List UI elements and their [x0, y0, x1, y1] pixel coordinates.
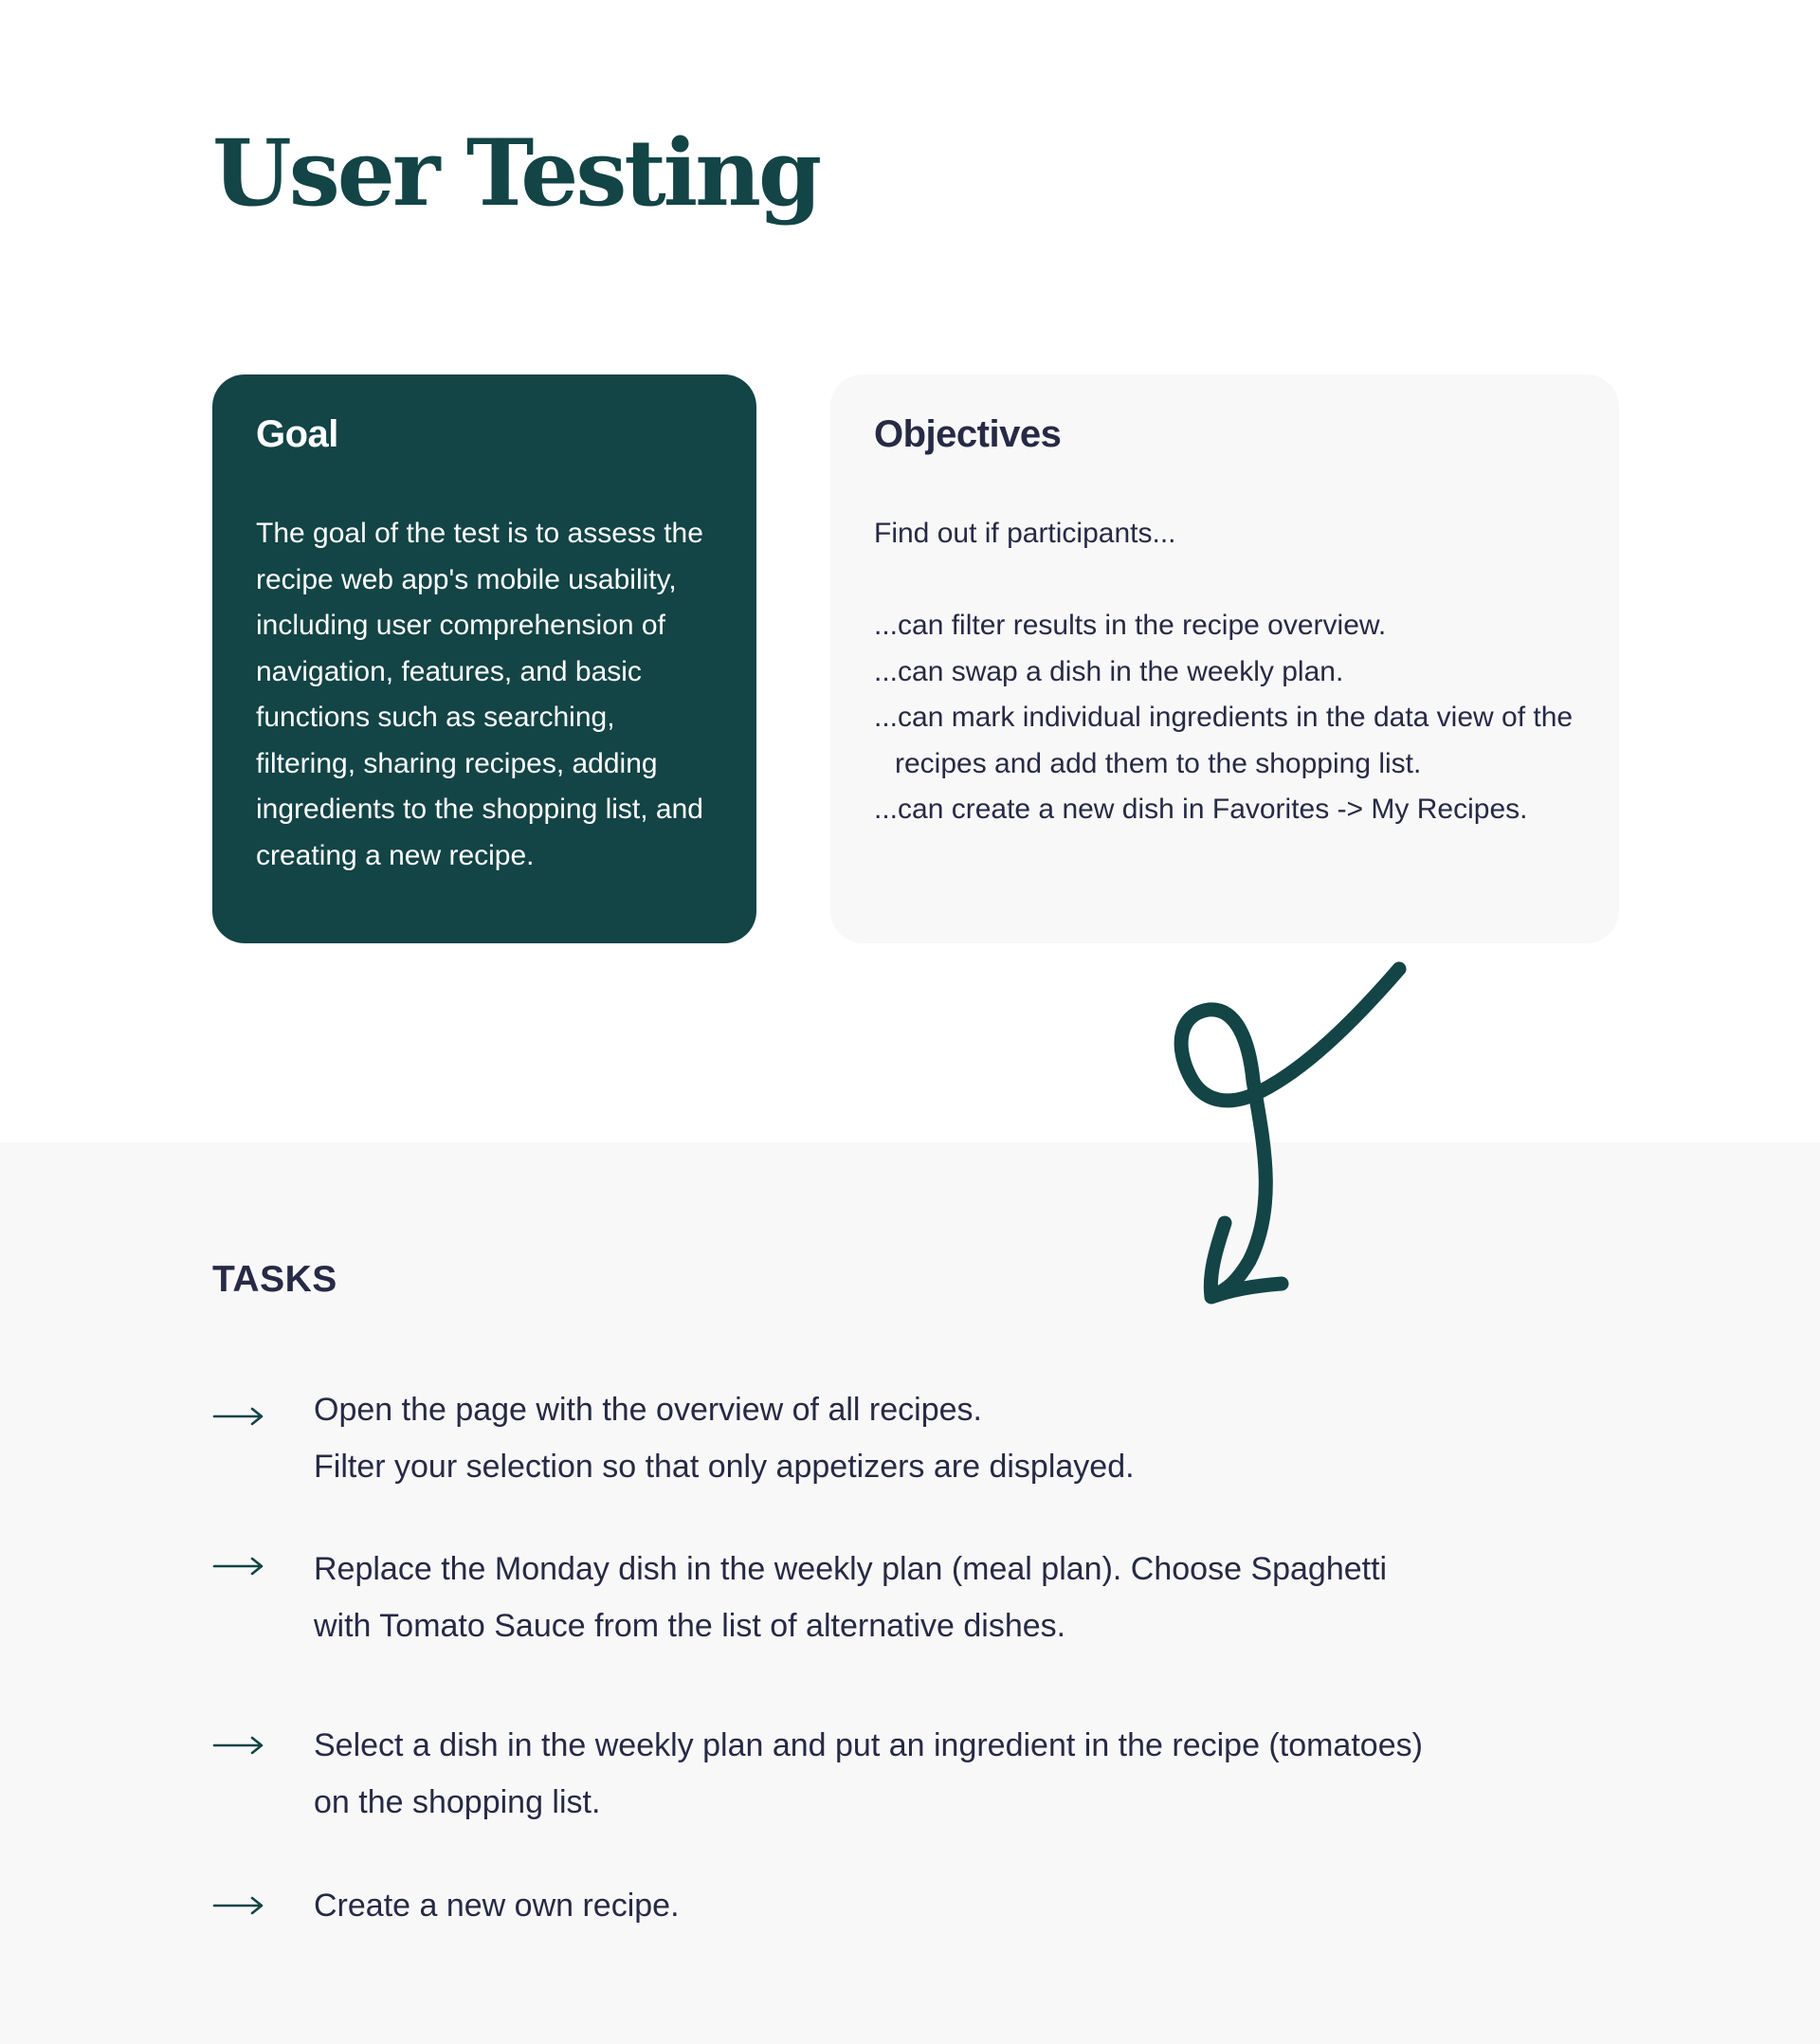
task-line: Create a new own recipe.	[314, 1888, 680, 1924]
goal-line: functions such as searching,	[256, 702, 615, 733]
task-line: Open the page with the overview of all recipes.	[314, 1392, 982, 1428]
goal-line: The goal of the test is to assess the	[256, 518, 703, 549]
task-line: on the shopping list.	[314, 1784, 601, 1820]
objective-item: ...can create a new dish in Favorites -> My Recipes.	[874, 794, 1528, 825]
objectives-intro: Find out if participants...	[874, 518, 1176, 549]
objective-item: ...can mark individual ingredients in the data view of the recipes and add them to the shopping list.	[874, 702, 1574, 779]
objective-item: ...can swap a dish in the weekly plan.	[874, 655, 1344, 687]
tasks-heading: TASKS	[212, 1259, 337, 1300]
page-title: User Testing	[212, 119, 820, 227]
task-line: Filter your selection so that only appetizers are displayed.	[314, 1449, 1135, 1485]
task-line: Replace the Monday dish in the weekly plan (meal plan). Choose Spaghetti	[314, 1551, 1388, 1587]
goal-line: creating a new recipe.	[256, 839, 535, 871]
objective-item: ...can filter results in the recipe overview.	[874, 610, 1387, 641]
objectives-title: Objectives	[874, 413, 1062, 455]
goal-title: Goal	[256, 413, 338, 455]
goal-line: including user comprehension of	[256, 610, 665, 641]
goal-line: ingredients to the shopping list, and	[256, 794, 703, 825]
goal-line: navigation, features, and basic	[256, 655, 642, 687]
goal-line: recipe web app's mobile usability,	[256, 563, 677, 595]
task-line: with Tomato Sauce from the list of alternative dishes.	[314, 1608, 1066, 1644]
task-line: Select a dish in the weekly plan and put an ingredient in the recipe (tomatoes)	[314, 1727, 1423, 1763]
goal-line: filtering, sharing recipes, adding	[256, 747, 658, 779]
